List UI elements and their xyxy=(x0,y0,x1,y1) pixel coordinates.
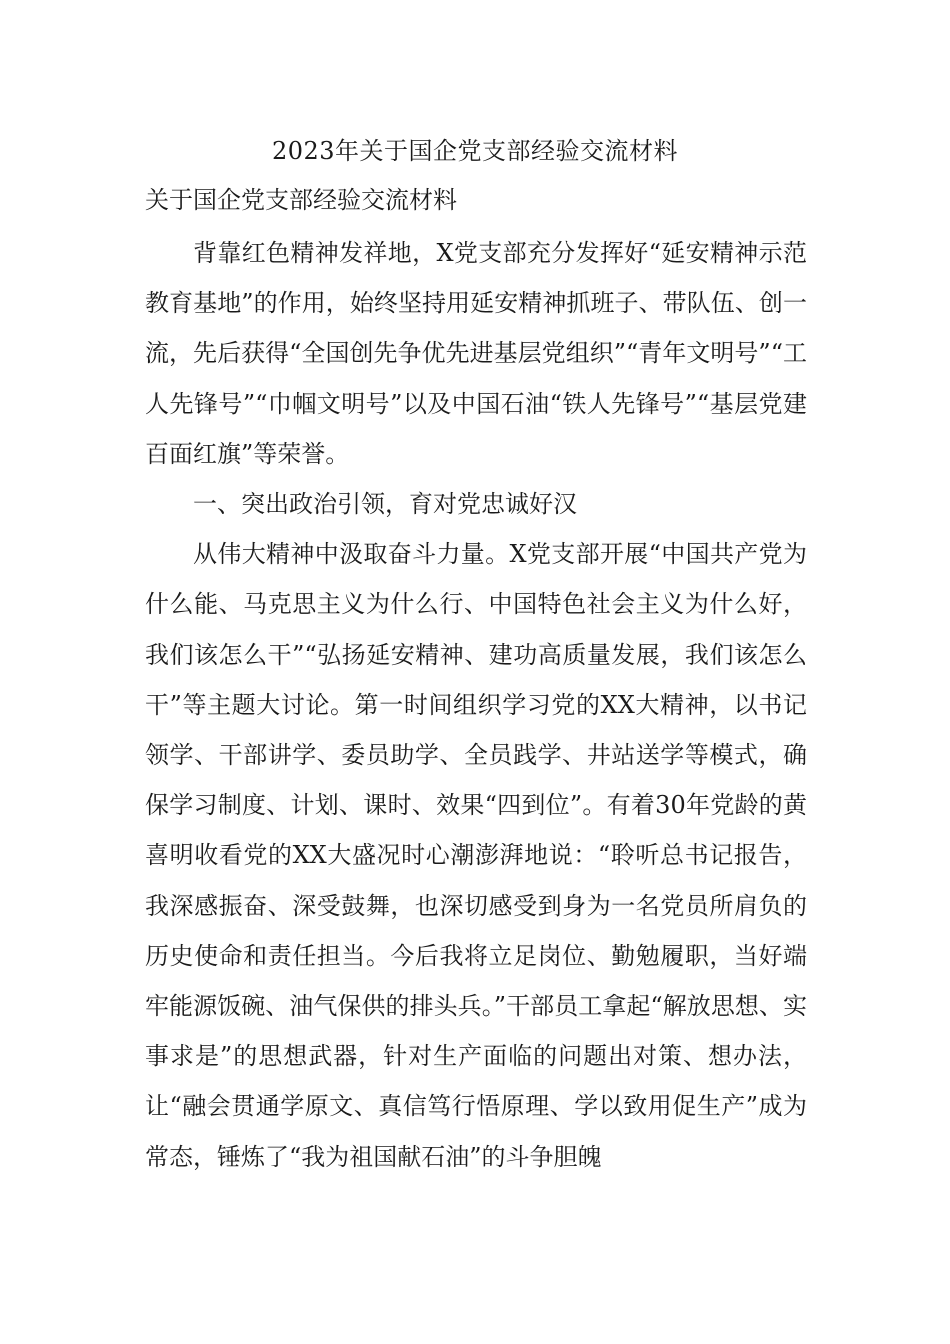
section-heading-1: 一、突出政治引领，育对党忠诚好汉 xyxy=(193,490,577,519)
document-subtitle: 关于国企党支部经验交流材料 xyxy=(145,186,457,214)
document-body xyxy=(145,228,807,1182)
paragraph-intro: 背靠红色精神发祥地，X党支部充分发挥好“延安精神示范教育基地”的作用，始终坚持用延安精神抓班子、带队伍、创一流，先后获得“全国创先争优先进基层党组织”“青年文明号”“工人先锋号”“巾帼文明号”以及中国石油“铁人先锋号”“基层党建百面红旗”等荣誉。 xyxy=(145,239,807,468)
paragraph-section-1: 从伟大精神中汲取奋斗力量。X党支部开展“中国共产党为什么能、马克思主义为什么行、中国特色社会主义为什么好，我们该怎么干”“弘扬延安精神、建功高质量发展，我们该怎么干”等主题大讨论。第一时间组织学习党的XX大精神，以书记领学、干部讲学、委员助学、全员践学、井站送学等模式，确保学习制度、计划、课时、效果“四到位”。有着30年党龄的黄喜明收看党的XX大盛况时心潮澎湃地说：“聆听总书记报告，我深感振奋、深受鼓舞，也深切感受到身为一名党员所肩负的历史使命和责任担当。今后我将立足岗位、勤勉履职，当好端牢能源饭碗、油气保供的排头兵。”干部员工拿起“解放思想、实事求是”的思想武器，针对生产面临的问题出对策、想办法，让“融会贯通学原文、真信笃行悟原理、学以致用促生产”成为常态，锤炼了“我为祖国献石油”的斗争胆魄 xyxy=(145,540,807,1171)
document-title: 2023年关于国企党支部经验交流材料 xyxy=(271,137,679,165)
